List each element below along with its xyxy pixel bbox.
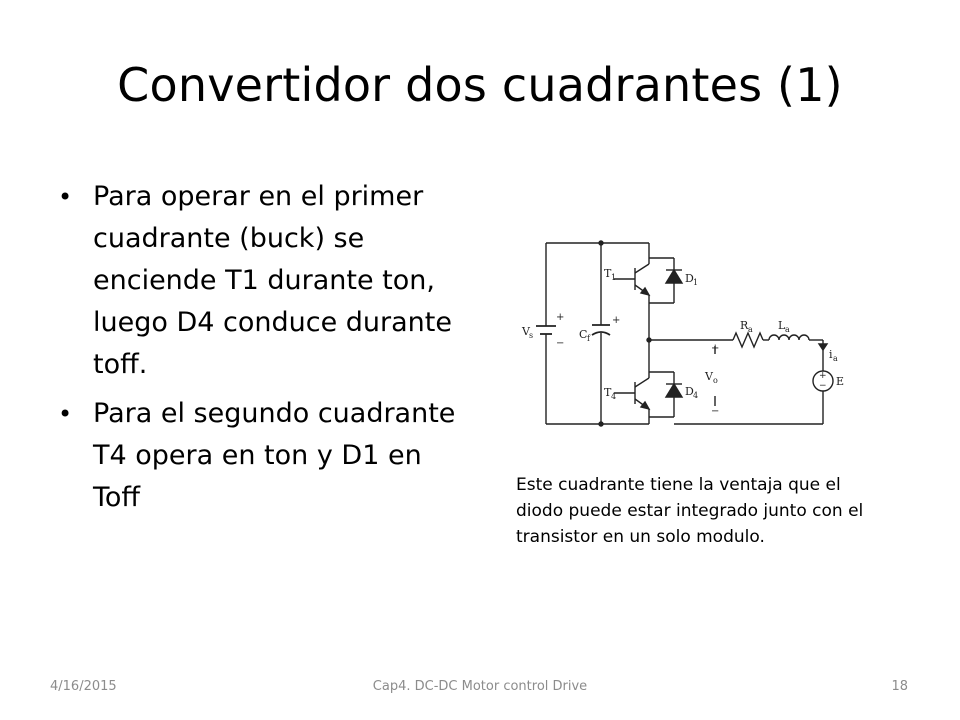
bullet-icon: •: [58, 183, 73, 211]
ra-subscript: a: [748, 325, 753, 334]
la-label: L: [778, 319, 786, 332]
circuit-svg: [488, 228, 868, 444]
diode-d1: [649, 258, 682, 303]
transistor-t4: [614, 372, 649, 417]
d1-label: D: [685, 272, 694, 285]
e-plus: +: [819, 371, 827, 381]
footer-title: Cap4. DC-DC Motor control Drive: [372, 679, 588, 694]
la-subscript: a: [785, 325, 790, 334]
ia-subscript: a: [833, 354, 838, 363]
vs-plus: +: [556, 312, 565, 323]
ra-label: R: [740, 319, 749, 332]
bullet-text: Para el segundo cuadrante T4 opera en ton y D1 en Toff: [93, 398, 456, 513]
d4-subscript: 4: [693, 391, 699, 400]
cf-label: C: [579, 328, 588, 341]
cf-plus: +: [612, 315, 621, 326]
vo-subscript: o: [713, 376, 718, 385]
vs-label: V: [522, 325, 530, 338]
diode-d4: [649, 372, 682, 417]
t1-label: T: [604, 267, 612, 280]
page-number: 18: [891, 679, 908, 694]
slide-title: Convertidor dos cuadrantes (1): [117, 58, 843, 112]
t4-subscript: 4: [611, 392, 617, 401]
d4-label: D: [685, 385, 694, 398]
t4-label: T: [604, 386, 612, 399]
vo-label: V: [705, 370, 713, 383]
footer-date: 4/16/2015: [50, 679, 117, 694]
cf-subscript: f: [587, 334, 590, 343]
d1-subscript: 1: [693, 278, 699, 287]
current-arrow: [819, 344, 827, 350]
vo-minus: −: [711, 406, 720, 417]
inductor-la: [769, 335, 809, 340]
bullet-item: [58, 176, 468, 386]
ia-label: i: [829, 348, 833, 361]
dc-source-vs: [536, 243, 556, 424]
vs-minus: −: [556, 338, 565, 349]
transistor-t1: [614, 258, 649, 303]
bullet-icon: •: [58, 400, 73, 428]
resistor-ra: [733, 333, 763, 347]
vo-plus: +: [711, 343, 720, 354]
bullet-item: [58, 393, 468, 519]
vs-subscript: s: [529, 331, 534, 340]
bullet-list: [58, 176, 468, 526]
e-minus: −: [819, 381, 827, 391]
figure-caption: Este cuadrante tiene la ventaja que el diodo puede estar integrado junto con el transistor en un solo modulo.: [516, 475, 864, 547]
e-label: E: [836, 375, 845, 388]
bullet-text: Para operar en el primer cuadrante (buck) se enciende T1 durante ton, luego D4 conduce durante toff.: [93, 181, 452, 380]
t1-subscript: 1: [611, 273, 617, 282]
circuit-diagram: [488, 228, 868, 444]
